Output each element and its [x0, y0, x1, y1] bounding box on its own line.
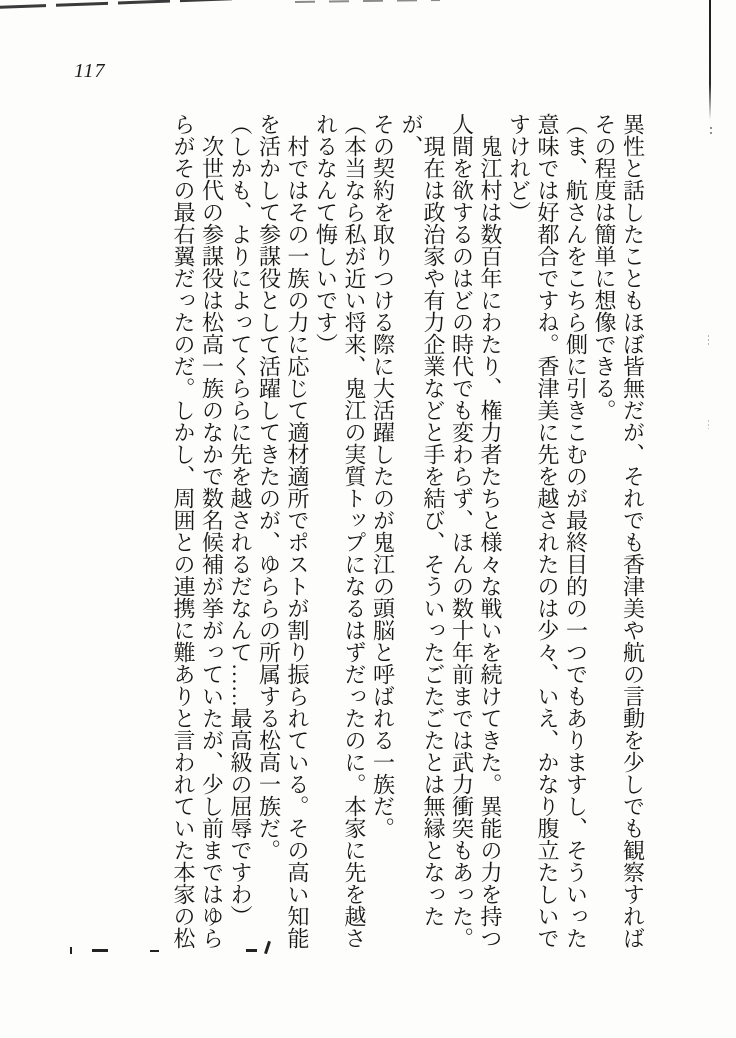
scan-artifact-speck [150, 950, 159, 952]
text-column: その契約を取りつける際に大活躍したのが鬼江の頭脳と呼ばれる一族だ。 [370, 113, 396, 839]
scan-artifact-right-edge-dots [710, 127, 712, 136]
text-column: 意味では好都合ですね。香津美に先を越されたのは少々、いえ、かなり腹立たしいで [535, 113, 560, 949]
text-block [166, 113, 651, 955]
text-column: その程度は簡単に想像できる。 [592, 113, 617, 421]
scan-artifact-right-edge-dots [708, 420, 709, 429]
scan-artifact-top-edge-line [0, 0, 299, 8]
scan-artifact-right-edge-line [709, 0, 711, 120]
text-column: 人間を欲するのはどの時代でも変わらず、ほんの数十年前までは武力衝突もあった。 [449, 113, 475, 949]
text-column: 鬼江村は数百年にわたり、権力者たちと様々な戦いを続けてきた。異能の力を持つ [478, 135, 503, 949]
text-column: 現在は政治家や有力企業などと手を結び、そういったごたごたとは無縁となったが、 [399, 113, 446, 927]
text-column: すけれど） [506, 113, 532, 223]
scan-artifact-top-edge-line-faint [295, 0, 440, 2]
text-column: （ま、航さんをこちら側に引きこむのが最終目的の一つでもありますし、そういった [563, 113, 589, 949]
text-column: 村ではその一族の力に応じて適材適所でポストが割り振られている。その高い知能 [285, 135, 310, 949]
text-column: 異性と話したこともほぼ皆無だが、それでも香津美や航の言動を少しでも観察すれば [620, 113, 646, 949]
text-column: （本当なら私が近い将来、鬼江の実質トップになるはずだったのに。本家に先を越さ [342, 113, 367, 949]
scan-artifact-speck [70, 947, 72, 954]
text-column: （しかも、よりによってくららに先を越されるだなんて……最高級の屈辱ですわ） [228, 113, 253, 927]
scan-artifact-speck [92, 949, 108, 952]
text-column: らがその最右翼だったのだ。しかし、周囲との連携に難ありと言われていた本家の松 [171, 113, 196, 949]
text-column: 次世代の参謀役は松高一族のなかで数名候補が挙がっていたが、少し前まではゆら [199, 135, 225, 949]
text-column: れるなんて悔しいです） [313, 113, 339, 355]
text-column: を活かして参謀役として活躍してきたのが、ゆららの所属する松高一族だ。 [256, 113, 282, 861]
scan-artifact-right-edge-dots [708, 335, 709, 347]
page-number: 117 [74, 60, 106, 82]
scan-artifact-speck [246, 949, 257, 952]
